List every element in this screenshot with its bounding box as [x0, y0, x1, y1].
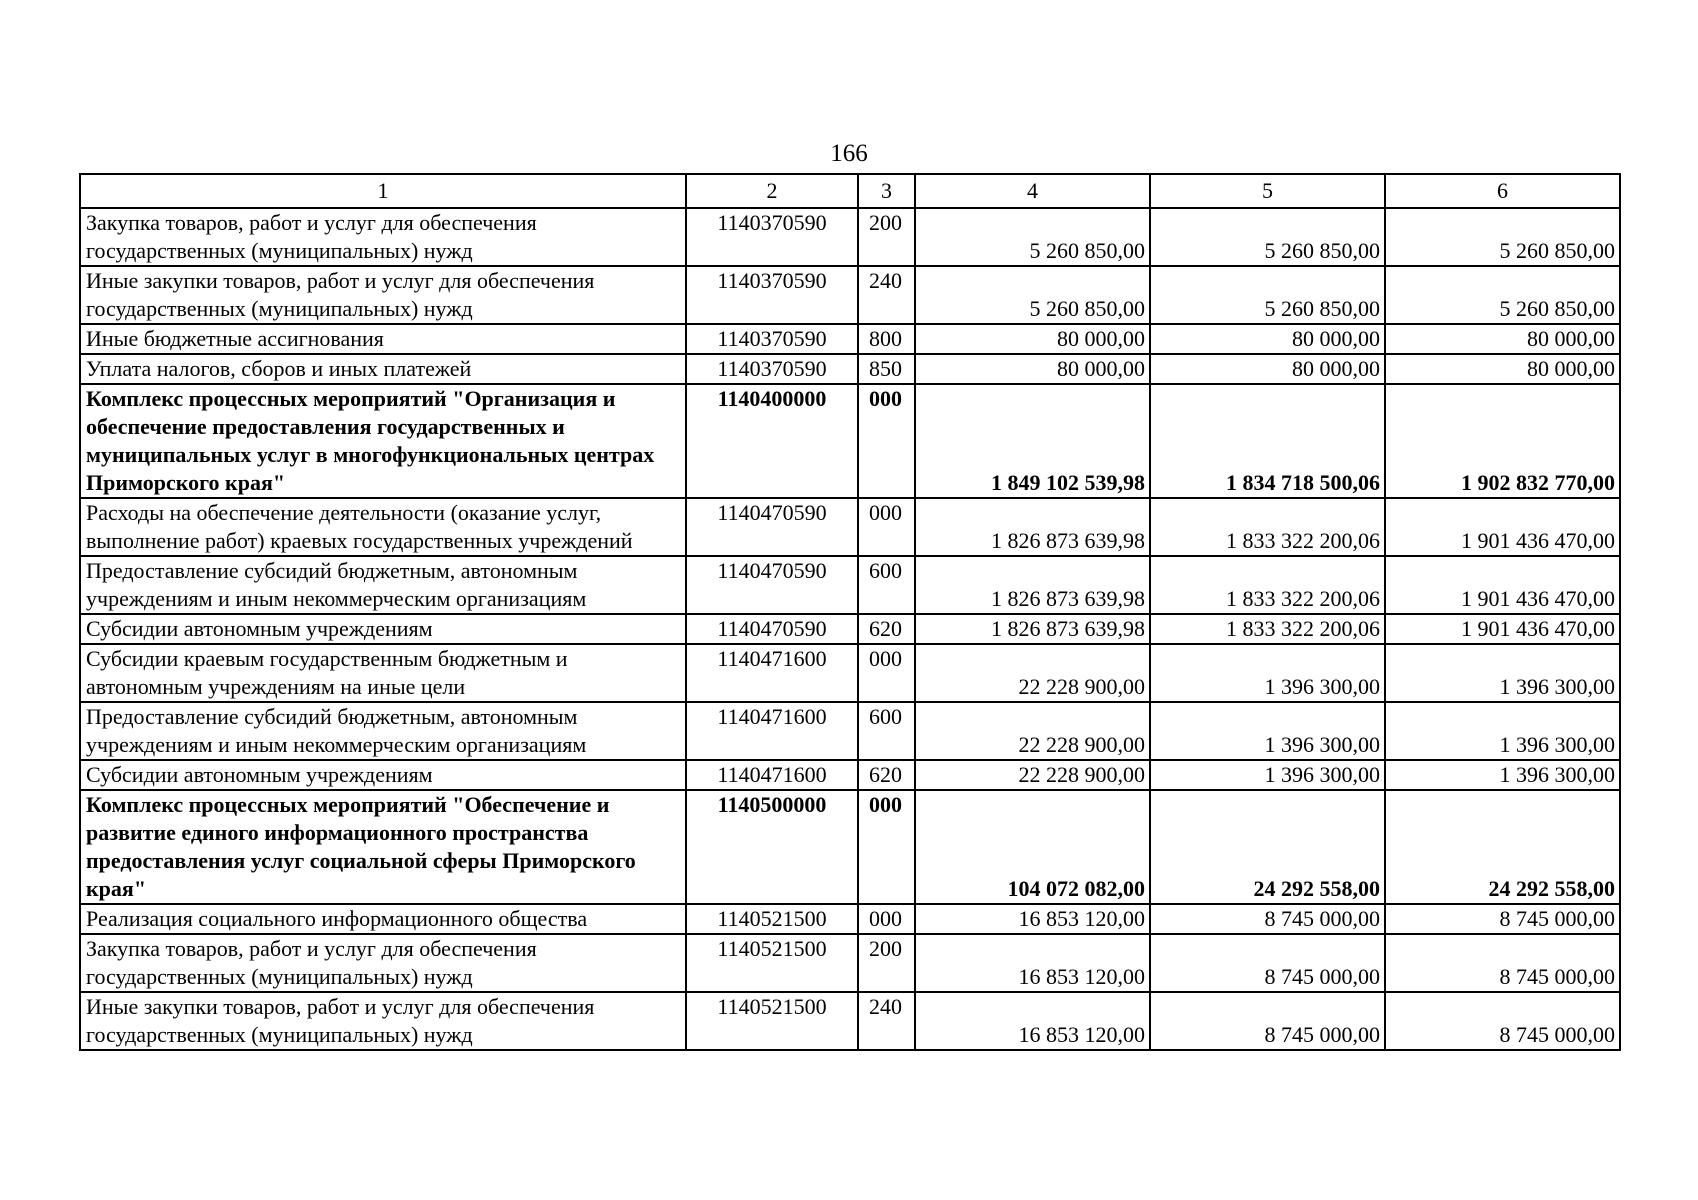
row-expense-type: 000 — [858, 904, 915, 934]
row-expense-type: 240 — [858, 992, 915, 1050]
row-name: Закупка товаров, работ и услуг для обеспечения государственных (муниципальных) нужд — [80, 208, 686, 266]
table-row — [80, 702, 1620, 760]
row-amount-col5: 80 000,00 — [1150, 324, 1385, 354]
row-target-code: 1140471600 — [686, 644, 858, 702]
table-row — [80, 790, 1620, 904]
row-expense-type: 850 — [858, 354, 915, 384]
row-amount-col5: 1 396 300,00 — [1150, 760, 1385, 790]
row-amount-col6: 5 260 850,00 — [1385, 208, 1620, 266]
table-row — [80, 266, 1620, 324]
row-target-code: 1140500000 — [686, 790, 858, 904]
row-amount-col4: 1 849 102 539,98 — [915, 384, 1150, 498]
row-name: Предоставление субсидий бюджетным, автономным учреждениям и иным некоммерческим организациям — [80, 702, 686, 760]
table-row — [80, 354, 1620, 384]
row-expense-type: 600 — [858, 556, 915, 614]
row-amount-col5: 8 745 000,00 — [1150, 934, 1385, 992]
row-expense-type: 000 — [858, 498, 915, 556]
row-target-code: 1140400000 — [686, 384, 858, 498]
row-expense-type: 600 — [858, 702, 915, 760]
row-amount-col5: 5 260 850,00 — [1150, 208, 1385, 266]
row-amount-col5: 24 292 558,00 — [1150, 790, 1385, 904]
row-amount-col4: 1 826 873 639,98 — [915, 556, 1150, 614]
table-row — [80, 208, 1620, 266]
row-expense-type: 000 — [858, 384, 915, 498]
row-target-code: 1140521500 — [686, 904, 858, 934]
row-name: Комплекс процессных мероприятий "Обеспечение и развитие единого информационного пространства предоставления услуг социальной сферы Приморского края" — [80, 790, 686, 904]
row-amount-col6: 1 396 300,00 — [1385, 702, 1620, 760]
row-amount-col4: 22 228 900,00 — [915, 702, 1150, 760]
row-amount-col5: 80 000,00 — [1150, 354, 1385, 384]
row-expense-type: 620 — [858, 614, 915, 644]
row-name: Реализация социального информационного общества — [80, 904, 686, 934]
row-name: Субсидии автономным учреждениям — [80, 614, 686, 644]
row-amount-col6: 80 000,00 — [1385, 324, 1620, 354]
row-target-code: 1140470590 — [686, 498, 858, 556]
table-row — [80, 556, 1620, 614]
row-amount-col6: 5 260 850,00 — [1385, 266, 1620, 324]
row-name: Уплата налогов, сборов и иных платежей — [80, 354, 686, 384]
table-body — [80, 208, 1620, 1050]
row-target-code: 1140370590 — [686, 354, 858, 384]
row-target-code: 1140521500 — [686, 934, 858, 992]
row-amount-col6: 1 396 300,00 — [1385, 644, 1620, 702]
table-row — [80, 498, 1620, 556]
row-amount-col4: 16 853 120,00 — [915, 934, 1150, 992]
row-amount-col5: 1 833 322 200,06 — [1150, 556, 1385, 614]
row-amount-col6: 1 901 436 470,00 — [1385, 556, 1620, 614]
row-expense-type: 200 — [858, 208, 915, 266]
row-expense-type: 240 — [858, 266, 915, 324]
row-amount-col6: 24 292 558,00 — [1385, 790, 1620, 904]
table-row — [80, 760, 1620, 790]
row-amount-col4: 1 826 873 639,98 — [915, 498, 1150, 556]
row-amount-col6: 8 745 000,00 — [1385, 904, 1620, 934]
page-number: 166 — [830, 140, 868, 167]
row-amount-col4: 5 260 850,00 — [915, 266, 1150, 324]
row-target-code: 1140471600 — [686, 760, 858, 790]
row-amount-col5: 1 834 718 500,06 — [1150, 384, 1385, 498]
row-amount-col6: 8 745 000,00 — [1385, 934, 1620, 992]
row-amount-col4: 104 072 082,00 — [915, 790, 1150, 904]
row-name: Иные закупки товаров, работ и услуг для обеспечения государственных (муниципальных) нужд — [80, 992, 686, 1050]
row-target-code: 1140470590 — [686, 614, 858, 644]
budget-table — [79, 173, 1621, 1051]
row-expense-type: 620 — [858, 760, 915, 790]
header-row — [80, 174, 1620, 208]
row-amount-col5: 1 396 300,00 — [1150, 644, 1385, 702]
row-target-code: 1140370590 — [686, 324, 858, 354]
row-target-code: 1140521500 — [686, 992, 858, 1050]
row-amount-col6: 80 000,00 — [1385, 354, 1620, 384]
header-cell-1: 1 — [80, 174, 686, 208]
header-cell-2: 2 — [686, 174, 858, 208]
header-cell-6: 6 — [1385, 174, 1620, 208]
row-amount-col5: 8 745 000,00 — [1150, 992, 1385, 1050]
row-amount-col4: 16 853 120,00 — [915, 992, 1150, 1050]
row-amount-col4: 1 826 873 639,98 — [915, 614, 1150, 644]
row-expense-type: 000 — [858, 790, 915, 904]
row-name: Субсидии автономным учреждениям — [80, 760, 686, 790]
header-cell-4: 4 — [915, 174, 1150, 208]
row-amount-col6: 1 901 436 470,00 — [1385, 614, 1620, 644]
row-expense-type: 800 — [858, 324, 915, 354]
row-amount-col5: 1 833 322 200,06 — [1150, 498, 1385, 556]
row-amount-col6: 1 901 436 470,00 — [1385, 498, 1620, 556]
row-amount-col6: 1 396 300,00 — [1385, 760, 1620, 790]
row-amount-col4: 22 228 900,00 — [915, 760, 1150, 790]
row-name: Закупка товаров, работ и услуг для обеспечения государственных (муниципальных) нужд — [80, 934, 686, 992]
table-row — [80, 614, 1620, 644]
row-name: Предоставление субсидий бюджетным, автономным учреждениям и иным некоммерческим организациям — [80, 556, 686, 614]
row-name: Расходы на обеспечение деятельности (оказание услуг, выполнение работ) краевых государственных учреждений — [80, 498, 686, 556]
table-row — [80, 324, 1620, 354]
row-target-code: 1140370590 — [686, 266, 858, 324]
row-amount-col4: 80 000,00 — [915, 324, 1150, 354]
row-expense-type: 000 — [858, 644, 915, 702]
table-row — [80, 934, 1620, 992]
row-target-code: 1140370590 — [686, 208, 858, 266]
table-row — [80, 904, 1620, 934]
row-target-code: 1140471600 — [686, 702, 858, 760]
row-amount-col4: 16 853 120,00 — [915, 904, 1150, 934]
row-amount-col5: 1 396 300,00 — [1150, 702, 1385, 760]
table-row — [80, 992, 1620, 1050]
row-amount-col4: 22 228 900,00 — [915, 644, 1150, 702]
row-name: Субсидии краевым государственным бюджетным и автономным учреждениям на иные цели — [80, 644, 686, 702]
row-name: Иные закупки товаров, работ и услуг для обеспечения государственных (муниципальных) нужд — [80, 266, 686, 324]
row-amount-col6: 1 902 832 770,00 — [1385, 384, 1620, 498]
row-name: Иные бюджетные ассигнования — [80, 324, 686, 354]
header-cell-5: 5 — [1150, 174, 1385, 208]
row-name: Комплекс процессных мероприятий "Организация и обеспечение предоставления государственных и муниципальных услуг в многофункциональных центрах Приморского края" — [80, 384, 686, 498]
row-expense-type: 200 — [858, 934, 915, 992]
row-target-code: 1140470590 — [686, 556, 858, 614]
table-row — [80, 384, 1620, 498]
row-amount-col6: 8 745 000,00 — [1385, 992, 1620, 1050]
row-amount-col4: 80 000,00 — [915, 354, 1150, 384]
row-amount-col5: 5 260 850,00 — [1150, 266, 1385, 324]
header-cell-3: 3 — [858, 174, 915, 208]
row-amount-col5: 1 833 322 200,06 — [1150, 614, 1385, 644]
row-amount-col5: 8 745 000,00 — [1150, 904, 1385, 934]
row-amount-col4: 5 260 850,00 — [915, 208, 1150, 266]
table-row — [80, 644, 1620, 702]
